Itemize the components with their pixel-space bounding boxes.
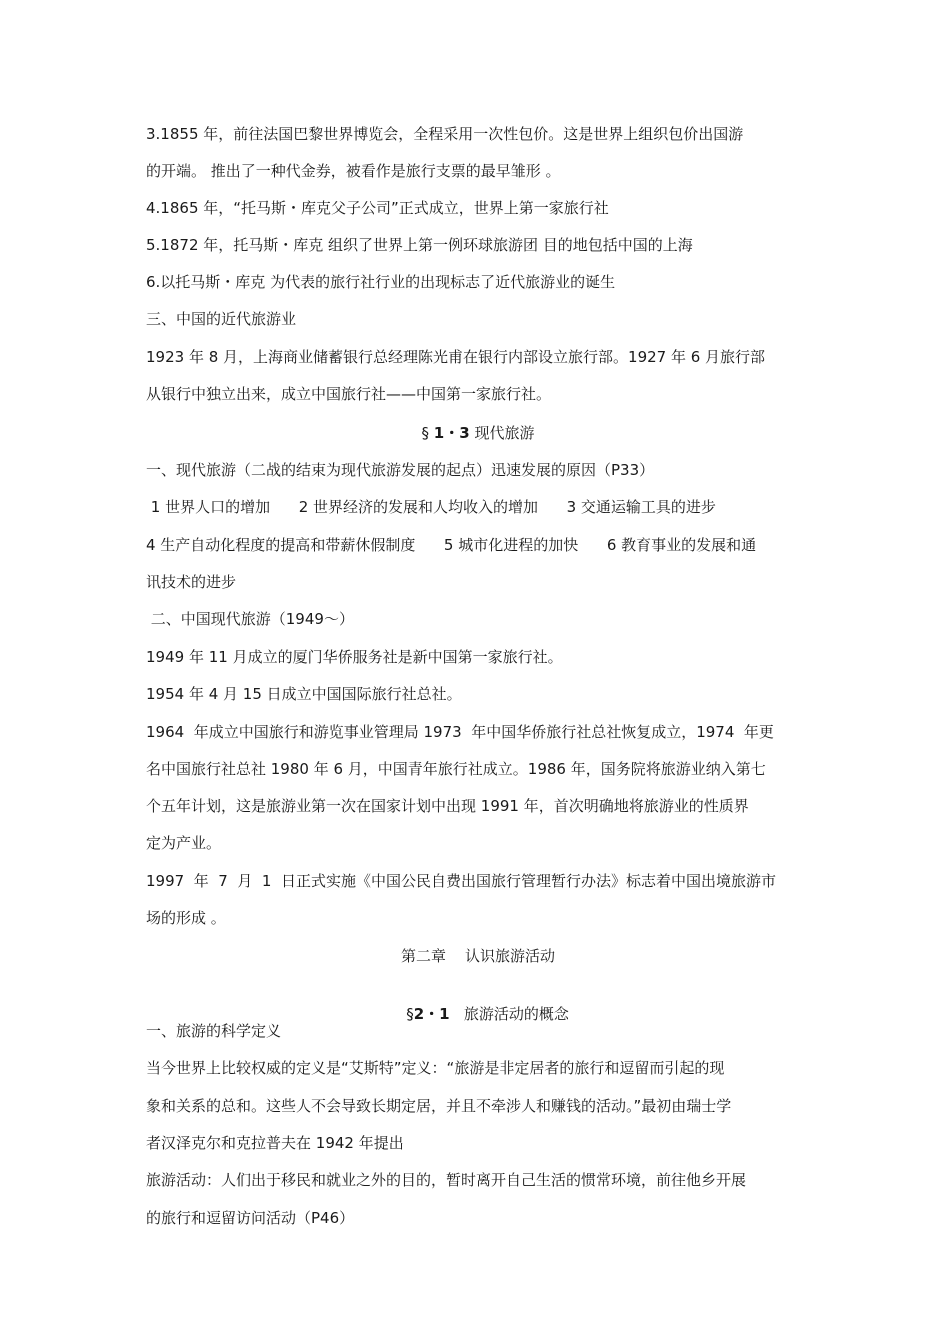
paragraph-definition-line-2: 象和关系的总和。这些人不会导致长期定居，并且不牵涉人和赚钱的活动。”最初由瑞士学 [146,1097,732,1115]
paragraph-1855-line-1: 3.1855 年，前往法国巴黎世界博览会，全程采用一次性包价。这是世界上组织包价出国游 [146,125,744,143]
paragraph-1872: 5.1872 年，托马斯・库克 组织了世界上第一例环球旅游团 目的地包括中国的上海 [146,236,693,254]
paragraph-1923-line-2: 从银行中独立出来，成立中国旅行社——中国第一家旅行社。 [146,385,552,403]
paragraph-activity-line-1: 旅游活动：人们出于移民和就业之外的目的，暂时离开自己生活的惯常环境，前往他乡开展 [146,1171,747,1189]
section-mark: § [421,424,430,442]
heading-china-modern-tourism: 三、中国的近代旅游业 [146,310,297,328]
section-number: 2・1 [413,1005,450,1023]
paragraph-activity-line-2: 的旅行和逗留访问活动（P46） [146,1209,355,1227]
heading-scientific-definition: 一、旅游的科学定义 [146,1022,282,1040]
paragraph-cook-significance: 6.以托马斯・库克 为代表的旅行社行业的出现标志了近代旅游业的诞生 [146,273,616,291]
paragraph-1964-line-2: 名中国旅行社总社 1980 年 6 月，中国青年旅行社成立。1986 年，国务院将旅游业纳入第七 [146,760,766,778]
heading-china-current-tourism: 二、中国现代旅游（1949～） [146,610,354,628]
reasons-line-1: 1 世界人口的增加 2 世界经济的发展和人均收入的增加 3 交通运输工具的进步 [146,498,716,516]
paragraph-1855-line-2: 的开端。 推出了一种代金券，被看作是旅行支票的最早雏形 。 [146,162,561,180]
chapter-heading-2: 第二章 认识旅游活动 [400,947,556,965]
heading-modern-tourism-reasons: 一、现代旅游（二战的结束为现代旅游发展的起点）迅速发展的原因（P33） [146,461,655,479]
reasons-line-2: 4 生产自动化程度的提高和带薪休假制度 5 城市化进程的加快 6 教育事业的发展和通 [146,536,757,554]
section-title: 现代旅游 [474,424,535,442]
paragraph-1949: 1949 年 11 月成立的厦门华侨服务社是新中国第一家旅行社。 [146,648,563,666]
paragraph-1997-line-2: 场的形成 。 [146,909,226,927]
paragraph-1954: 1954 年 4 月 15 日成立中国国际旅行社总社。 [146,685,462,703]
paragraph-definition-line-3: 者汉泽克尔和克拉普夫在 1942 年提出 [146,1134,404,1152]
paragraph-1865: 4.1865 年，“托马斯・库克父子公司”正式成立，世界上第一家旅行社 [146,199,609,217]
paragraph-1964-line-3: 个五年计划，这是旅游业第一次在国家计划中出现 1991 年，首次明确地将旅游业的性质界 [146,797,749,815]
paragraph-1923-line-1: 1923 年 8 月，上海商业储蓄银行总经理陈光甫在银行内部设立旅行部。1927 年 6 月旅行部 [146,348,766,366]
paragraph-1964-line-1: 1964 年成立中国旅行和游览事业管理局 1973 年中国华侨旅行社总社恢复成立，1974 年更 [146,723,774,741]
paragraph-definition-line-1: 当今世界上比较权威的定义是“艾斯特”定义：“旅游是非定居者的旅行和逗留而引起的现 [146,1059,725,1077]
reasons-line-3: 讯技术的进步 [146,573,237,591]
section-number: 1・3 [433,424,470,442]
section-heading-1-3 [146,423,810,443]
section-title: 旅游活动的概念 [449,1005,569,1023]
paragraph-1964-line-4: 定为产业。 [146,834,222,852]
paragraph-1997-line-1: 1997 年 7 月 1 日正式实施《中国公民自费出国旅行管理暂行办法》标志着中国出境旅游市 [146,872,776,890]
section-mark: § [406,1005,414,1023]
